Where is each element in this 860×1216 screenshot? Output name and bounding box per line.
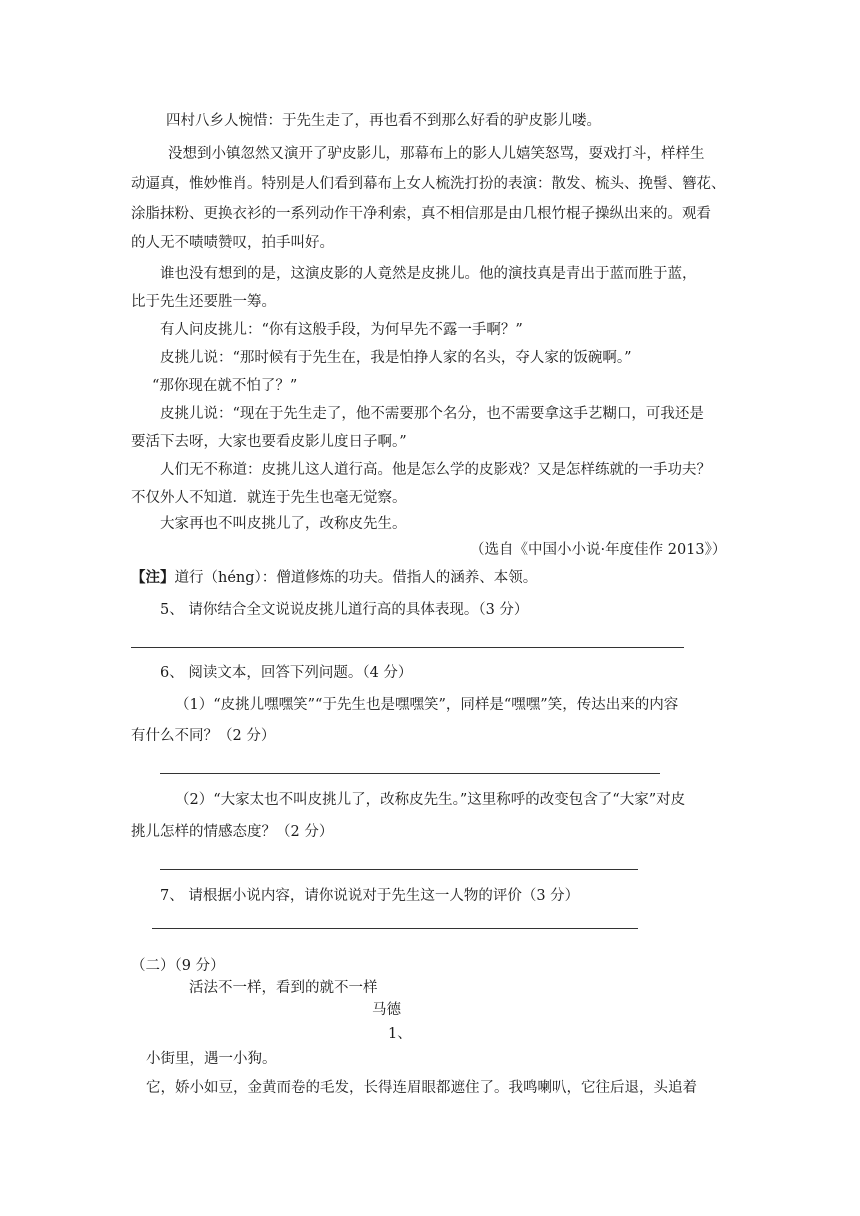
- paragraph-line: 它，娇小如豆，金黄而卷的毛发，长得连眉眼都遮住了。我鸣喇叭，它往后退，头追着: [146, 1080, 697, 1096]
- paragraph-line: 涂脂抹粉、更换衣衫的一系列动作干净利索，真不相信那是由几根竹棍子操纵出来的。观看: [131, 206, 711, 222]
- question-7: 7、 请根据小说内容，请你说说对于先生这一人物的评价（3 分）: [160, 888, 580, 904]
- answer-line[interactable]: [152, 928, 638, 929]
- question-6-2-cont: 挑儿怎样的情感态度？（2 分）: [131, 824, 334, 840]
- section-heading: （二）（9 分）: [131, 958, 225, 974]
- part-number: 1、: [388, 1026, 412, 1042]
- note-text: 道行（héng）：僧道修炼的功夫。借指人的涵养、本领。: [174, 570, 538, 586]
- answer-line[interactable]: [160, 869, 638, 870]
- paragraph-line: 皮挑儿说：“那时候有于先生在，我是怕挣人家的名头，夺人家的饭碗啊。”: [160, 350, 632, 366]
- annotation-note: [131, 568, 537, 588]
- question-5: 5、 请你结合全文说说皮挑儿道行高的具体表现。（3 分）: [160, 602, 529, 618]
- paragraph-line: 四村八乡人惋惜：于先生走了，再也看不到那么好看的驴皮影儿喽。: [166, 113, 601, 129]
- source-citation: （选自《中国小小说·年度佳作 2013》）: [470, 542, 727, 558]
- paragraph-line: 有人问皮挑儿：“你有这般手段，为何早先不露一手啊？”: [160, 322, 523, 338]
- paragraph-line: 大家再也不叫皮挑儿了，改称皮先生。: [160, 516, 407, 532]
- paragraph-line: “那你现在就不怕了？”: [152, 378, 298, 394]
- paragraph-line: 要活下去呀，大家也要看皮影儿度日子啊。”: [131, 434, 407, 450]
- paragraph-line: 没想到小镇忽然又演开了驴皮影儿，那幕布上的影人儿嬉笑怒骂，耍戏打斗，样样生: [168, 146, 705, 162]
- paragraph-line: 比于先生还要胜一筹。: [131, 294, 276, 310]
- paragraph-line: 小街里，遇一小狗。: [146, 1051, 277, 1067]
- paragraph-line: 皮挑儿说：“现在于先生走了，他不需要那个名分，也不需要拿这手艺糊口，可我还是: [160, 406, 704, 422]
- paragraph-line: 的人无不啧啧赞叹，拍手叫好。: [131, 235, 334, 251]
- question-6-2: （2）“大家太也不叫皮挑儿了，改称皮先生。”这里称呼的改变包含了“大家”对皮: [175, 792, 686, 808]
- paragraph-line: 不仅外人不知道．就连于先生也毫无觉察。: [131, 490, 407, 506]
- article-author: 马德: [372, 1002, 401, 1018]
- question-6-1-cont: 有什么不同？（2 分）: [131, 728, 276, 744]
- question-6: 6、 阅读文本，回答下列问题。（4 分）: [160, 665, 413, 681]
- paragraph-line: 动逼真，惟妙惟肖。特别是人们看到幕布上女人梳洗打扮的表演：散发、梳头、挽髻、簪花、: [131, 176, 726, 192]
- answer-line[interactable]: [131, 647, 684, 648]
- note-label: 【注】: [131, 569, 175, 586]
- paragraph-line: 谁也没有想到的是，这演皮影的人竟然是皮挑儿。他的演技真是青出于蓝而胜于蓝，: [160, 266, 697, 282]
- answer-line[interactable]: [160, 773, 660, 774]
- paragraph-line: 人们无不称道：皮挑儿这人道行高。他是怎么学的皮影戏？又是怎样练就的一手功夫？: [160, 462, 711, 478]
- article-title: 活法不一样，看到的就不一样: [189, 980, 378, 996]
- question-6-1: （1）“皮挑儿嘿嘿笑”“于先生也是嘿嘿笑”，同样是“嘿嘿”笑，传达出来的内容: [175, 697, 679, 713]
